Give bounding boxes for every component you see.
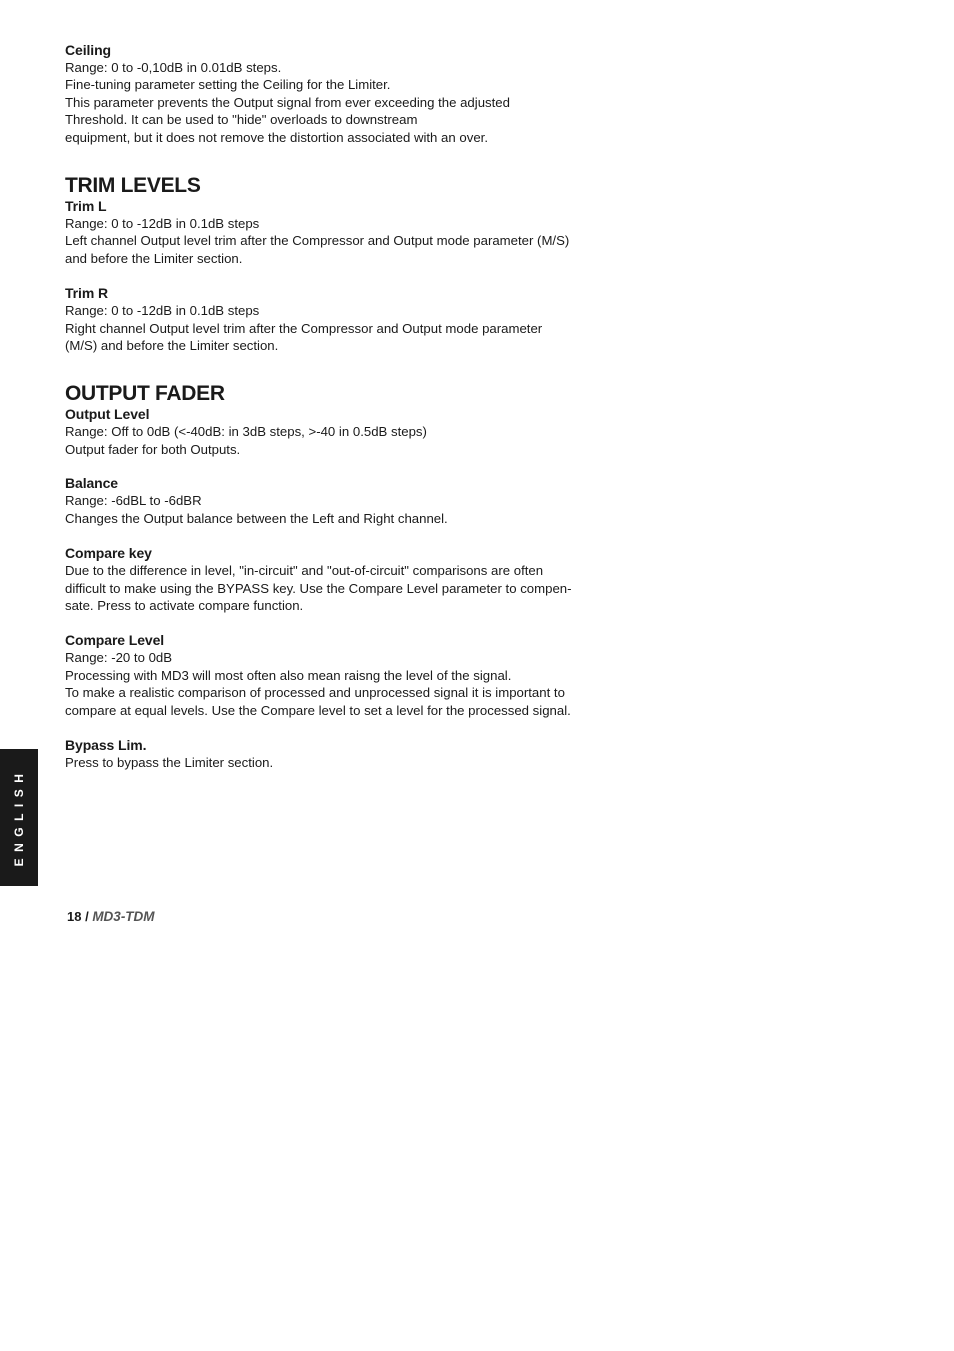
compare-key-line-2: difficult to make using the BYPASS key. Use the Compare Level parameter to compen- [65, 580, 572, 596]
output-level-line-2: Output fader for both Outputs. [65, 441, 241, 457]
page-number: 18 / [67, 909, 89, 924]
trim-l-block [65, 198, 635, 267]
page-footer [67, 909, 155, 924]
trim-l-line-2: Left channel Output level trim after the Compressor and Output mode parameter (M/S) [65, 233, 570, 249]
bypass-lim-block [65, 737, 635, 771]
balance-line-2: Changes the Output balance between the Left and Right channel. [65, 510, 448, 526]
ceiling-line-4: Threshold. It can be used to "hide" overloads to downstream [65, 112, 418, 128]
compare-key-heading: Compare key [65, 545, 152, 562]
bypass-lim-heading: Bypass Lim. [65, 736, 147, 753]
compare-key-block [65, 545, 635, 614]
ceiling-line-5: equipment, but it does not remove the distortion associated with an over. [65, 129, 488, 145]
main-column [65, 42, 635, 771]
trim-r-line-3: (M/S) and before the Limiter section. [65, 338, 279, 354]
trim-l-line-3: and before the Limiter section. [65, 250, 243, 266]
ceiling-line-1: Range: 0 to -0,10dB in 0.01dB steps. [65, 60, 282, 75]
trim-r-line-2: Right channel Output level trim after the Compressor and Output mode parameter [65, 320, 543, 336]
compare-level-line-1: Range: -20 to 0dB [65, 650, 173, 666]
trim-r-block [65, 285, 635, 354]
trim-l-heading: Trim L [65, 198, 107, 215]
output-level-line-1: Range: Off to 0dB (<-40dB: in 3dB steps, >-40 in 0.5dB steps) [65, 424, 427, 440]
bypass-lim-line-1: Press to bypass the Limiter section. [65, 754, 274, 770]
trim-r-line-1: Range: 0 to -12dB in 0.1dB steps [65, 303, 260, 319]
compare-key-line-1: Due to the difference in level, "in-circuit" and "out-of-circuit" comparisons are often [65, 563, 544, 579]
language-side-tab [0, 749, 38, 886]
compare-level-block [65, 632, 635, 719]
balance-block [65, 475, 635, 527]
trim-levels-title: TRIM LEVELS [65, 174, 201, 198]
ceiling-heading: Ceiling [65, 42, 111, 58]
compare-level-line-2: Processing with MD3 will most often also mean raisng the level of the signal. [65, 667, 512, 683]
balance-heading: Balance [65, 475, 118, 492]
output-level-heading: Output Level [65, 406, 150, 423]
ceiling-line-2: Fine-tuning parameter setting the Ceiling for the Limiter. [65, 77, 391, 93]
product-name: MD3-TDM [92, 909, 155, 924]
output-level-block [65, 406, 635, 458]
ceiling-block [65, 42, 635, 146]
balance-line-1: Range: -6dBL to -6dBR [65, 493, 202, 509]
compare-level-line-3: To make a realistic comparison of processed and unprocessed signal it is important to [65, 685, 565, 701]
language-tab-label: ENGLISH [12, 767, 26, 867]
trim-l-line-1: Range: 0 to -12dB in 0.1dB steps [65, 216, 260, 232]
ceiling-line-3: This parameter prevents the Output signal from ever exceeding the adjusted [65, 94, 510, 110]
compare-key-line-3: sate. Press to activate compare function. [65, 597, 304, 613]
compare-level-heading: Compare Level [65, 632, 165, 649]
output-fader-title: OUTPUT FADER [65, 382, 225, 406]
trim-r-heading: Trim R [65, 285, 108, 302]
compare-level-line-4: compare at equal levels. Use the Compare level to set a level for the processed signal. [65, 702, 571, 718]
